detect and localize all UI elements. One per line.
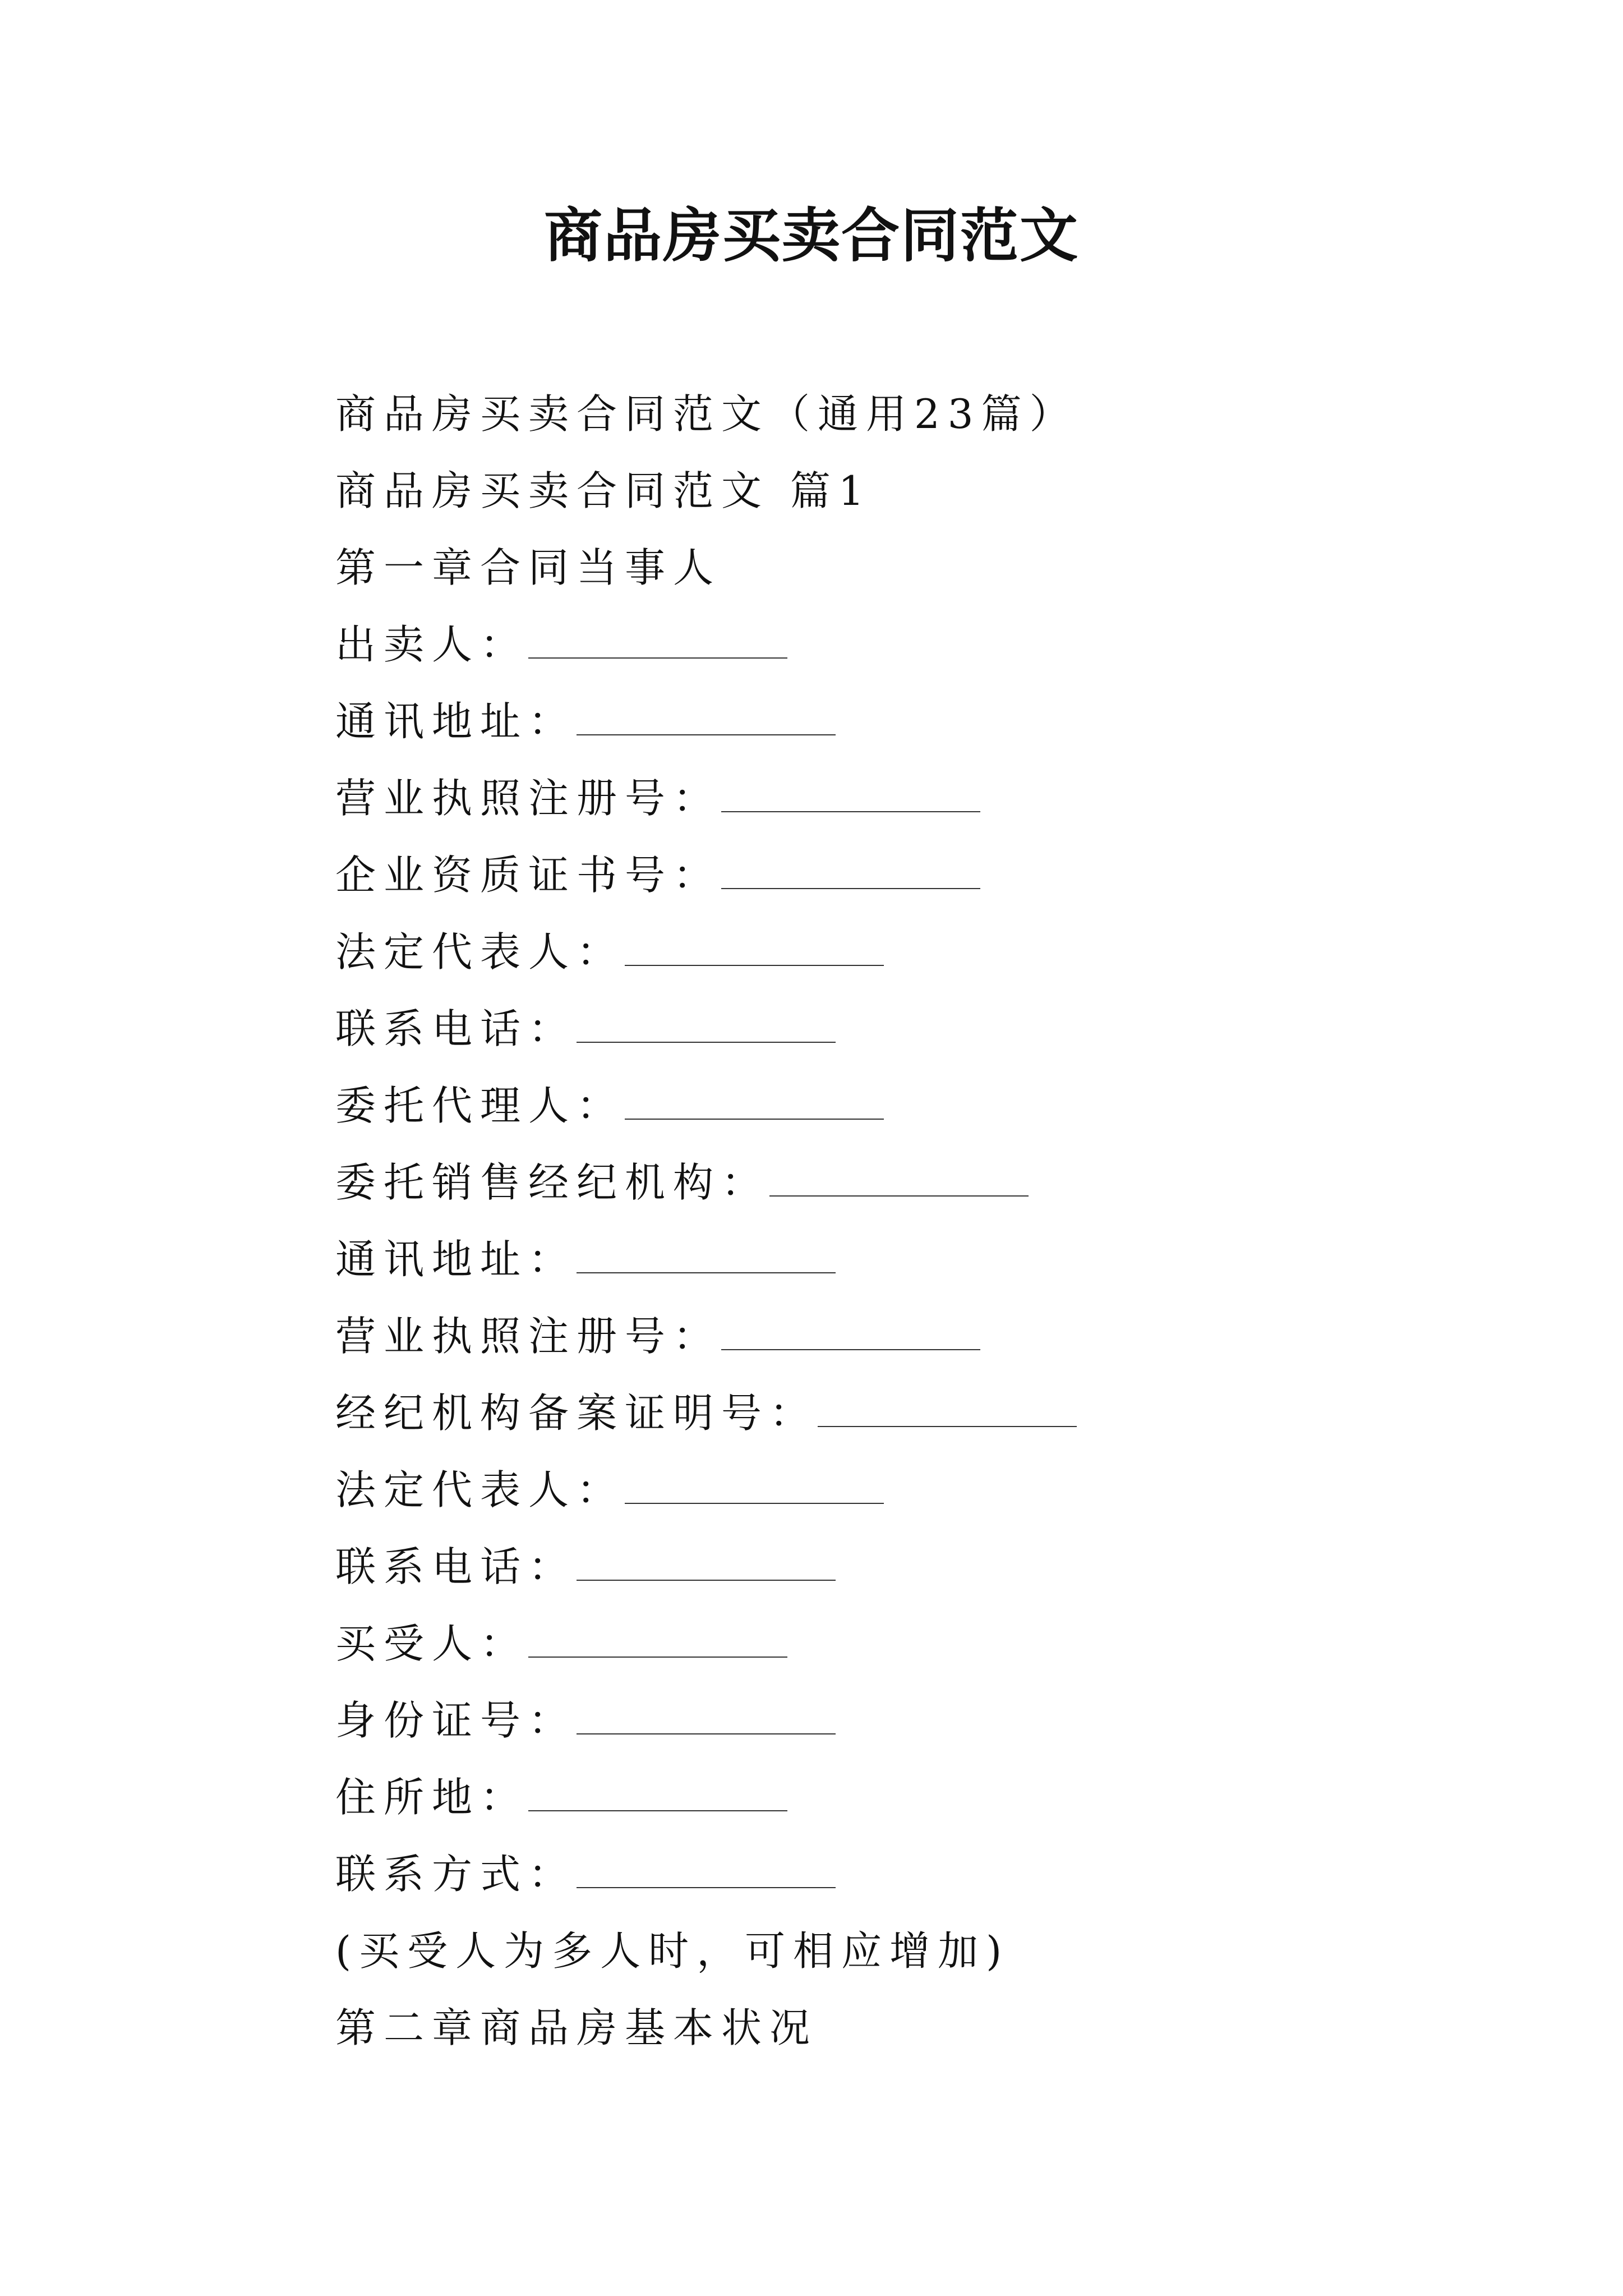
field-label: 委托代理人：	[335, 1082, 625, 1129]
fill-in-blank	[528, 1623, 787, 1658]
field-label: 营业执照注册号：	[335, 1313, 722, 1360]
field-label: 联系电话：	[335, 1005, 577, 1052]
note-text	[335, 1913, 1457, 1990]
fill-in-blank	[528, 1777, 787, 1811]
form-field-sales-agency	[335, 1144, 1457, 1221]
fill-in-blank	[818, 1392, 1077, 1427]
field-label: 联系电话：	[335, 1543, 577, 1590]
document-title: 商品房买卖合同范文	[543, 201, 1079, 270]
form-field-buyer	[335, 1605, 1457, 1682]
field-label: 住所地：	[335, 1774, 529, 1821]
form-field-agency-phone	[335, 1529, 1457, 1605]
line-text: 商品房买卖合同范文 篇1	[335, 467, 872, 514]
fill-in-blank	[577, 1853, 836, 1888]
field-label: 通讯地址：	[335, 1236, 577, 1283]
field-label: 企业资质证书号：	[335, 852, 722, 899]
field-label: 身份证号：	[335, 1697, 577, 1744]
document-subtitle	[335, 376, 1457, 453]
fill-in-blank	[625, 1085, 884, 1120]
form-field-residence	[335, 1759, 1457, 1836]
fill-in-blank	[625, 1469, 884, 1504]
fill-in-blank	[577, 1239, 836, 1273]
chapter-heading	[335, 530, 1457, 606]
fill-in-blank	[528, 624, 787, 659]
fill-in-blank	[577, 1008, 836, 1043]
line-text: 第二章商品房基本状况	[335, 2004, 818, 2051]
form-field-qualification-cert	[335, 837, 1457, 914]
field-label: 买受人：	[335, 1620, 529, 1667]
fill-in-blank	[625, 931, 884, 966]
fill-in-blank	[721, 1315, 980, 1350]
line-text: 第一章合同当事人	[335, 544, 722, 591]
fill-in-blank	[577, 701, 836, 735]
form-field-seller	[335, 606, 1457, 683]
section-heading	[335, 453, 1457, 530]
field-label: 经纪机构备案证明号：	[335, 1389, 818, 1437]
form-field-agent	[335, 1068, 1457, 1144]
chapter-heading	[335, 1990, 1457, 2067]
field-label: 营业执照注册号：	[335, 775, 722, 822]
fill-in-blank	[577, 1546, 836, 1581]
fill-in-blank	[769, 1162, 1029, 1197]
form-field-agency-address	[335, 1221, 1457, 1298]
document-body	[335, 376, 1457, 2067]
form-field-business-license	[335, 760, 1457, 837]
field-label: 通讯地址：	[335, 698, 577, 745]
form-field-contact	[335, 1836, 1457, 1913]
form-field-phone	[335, 991, 1457, 1068]
line-text: (买受人为多人时，可相应增加)	[335, 1927, 1010, 1975]
field-label: 委托销售经纪机构：	[335, 1159, 770, 1206]
form-field-seller-address	[335, 683, 1457, 760]
fill-in-blank	[577, 1700, 836, 1734]
fill-in-blank	[721, 854, 980, 889]
form-field-agency-license	[335, 1298, 1457, 1375]
field-label: 联系方式：	[335, 1851, 577, 1898]
fill-in-blank	[721, 777, 980, 812]
form-field-agency-legal-rep	[335, 1452, 1457, 1529]
field-label: 法定代表人：	[335, 1466, 625, 1513]
field-label: 出卖人：	[335, 621, 529, 668]
form-field-id-number	[335, 1682, 1457, 1759]
form-field-agency-filing	[335, 1375, 1457, 1452]
line-text: 商品房买卖合同范文（通用23篇）	[335, 390, 1078, 438]
form-field-legal-rep	[335, 914, 1457, 991]
field-label: 法定代表人：	[335, 928, 625, 976]
